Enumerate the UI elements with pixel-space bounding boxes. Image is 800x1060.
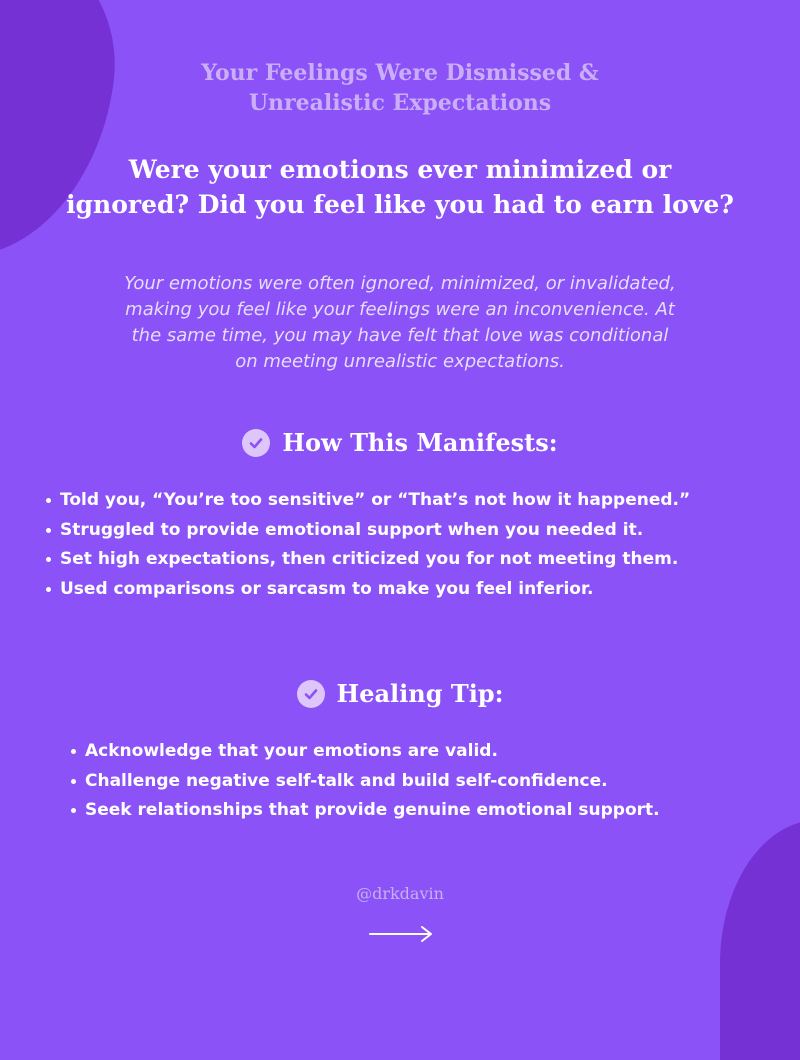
list-item: Struggled to provide emotional support when you needed it. xyxy=(44,516,690,546)
headline xyxy=(30,152,770,222)
arrow-right-icon[interactable] xyxy=(368,924,434,944)
healing-list xyxy=(69,737,660,826)
manifests-list xyxy=(44,486,690,604)
kicker-title xyxy=(0,58,800,118)
list-item: Told you, “You’re too sensitive” or “That’s not how it happened.” xyxy=(44,486,690,516)
list-item: Used comparisons or sarcasm to make you feel inferior. xyxy=(44,575,690,605)
list-item: Acknowledge that your emotions are valid. xyxy=(69,737,660,767)
manifests-title: How This Manifests: xyxy=(282,428,558,457)
manifests-heading xyxy=(0,428,800,457)
kicker-line-2: Unrealistic Expectations xyxy=(248,90,552,116)
intro-line-1: Your emotions were often ignored, minimized, or invalidated, xyxy=(124,273,676,294)
list-item: Set high expectations, then criticized you for not meeting them. xyxy=(44,545,690,575)
intro-line-3: the same time, you may have felt that love was conditional xyxy=(131,325,669,346)
check-circle-icon xyxy=(242,429,270,457)
healing-title: Healing Tip: xyxy=(336,679,504,708)
intro-line-2: making you feel like your feelings were an inconvenience. At xyxy=(125,299,675,320)
healing-heading xyxy=(0,679,800,708)
intro-paragraph xyxy=(50,271,750,375)
intro-line-4: on meeting unrealistic expectations. xyxy=(235,351,565,372)
headline-line-1: Were your emotions ever minimized or xyxy=(128,155,672,184)
author-handle: @drkdavin xyxy=(356,884,444,903)
list-item: Challenge negative self-talk and build self-confidence. xyxy=(69,767,660,797)
list-item: Seek relationships that provide genuine emotional support. xyxy=(69,796,660,826)
headline-line-2: ignored? Did you feel like you had to earn love? xyxy=(66,190,734,219)
kicker-line-1: Your Feelings Were Dismissed & xyxy=(201,60,599,86)
check-circle-icon xyxy=(297,680,325,708)
